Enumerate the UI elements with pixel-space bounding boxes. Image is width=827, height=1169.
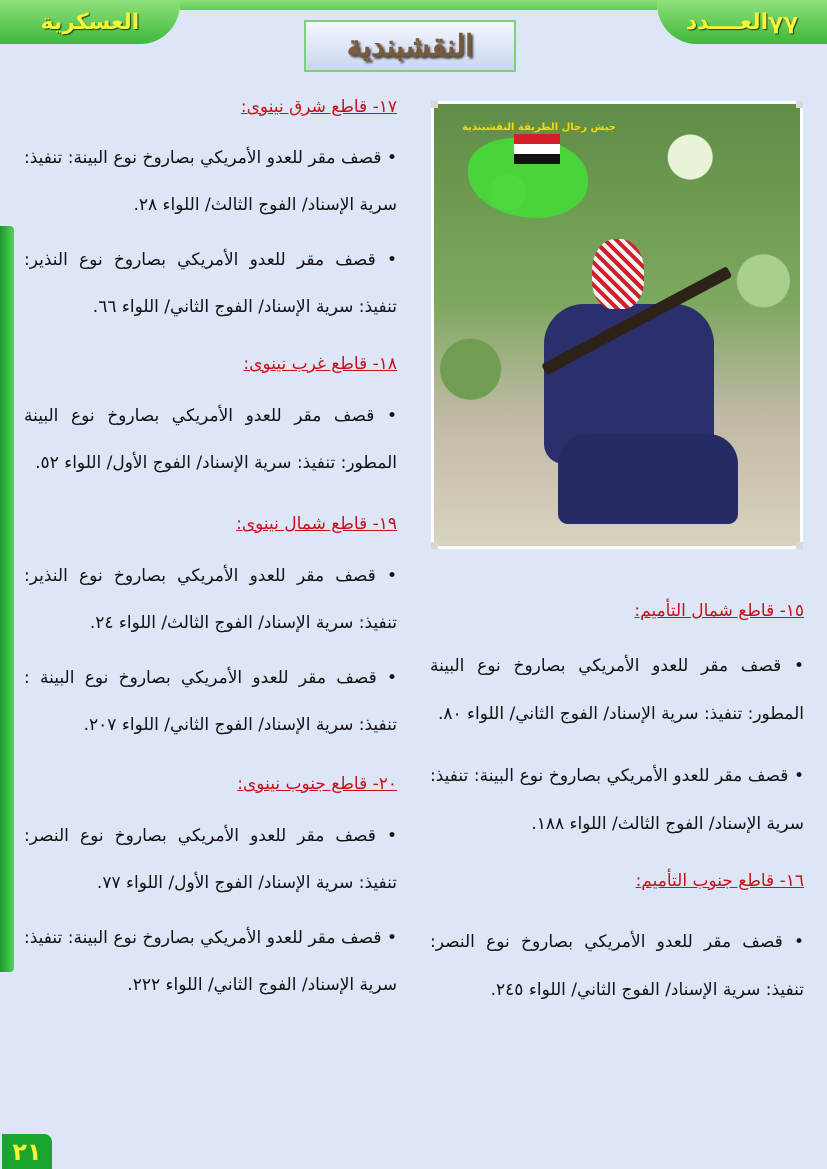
side-decoration-bar [0, 226, 14, 972]
report-item: • قصف مقر للعدو الأمريكي بصاروخ نوع النصر: تنفيذ: سرية الإسناد/ الفوج الأول/ اللواء ٧٧. [24, 826, 397, 893]
left-text-column [24, 92, 397, 1009]
report-item: • قصف مقر للعدو الأمريكي بصاروخ نوع البينة : تنفيذ: سرية الإسناد/ الفوج الثاني/ اللواء ٢٠٧. [24, 668, 397, 735]
report-item: • قصف مقر للعدو الأمريكي بصاروخ نوع النصر: تنفيذ: سرية الإسناد/ الفوج الثاني/ اللواء ٢٤٥. [430, 932, 804, 1000]
keffiyeh-head [592, 239, 644, 309]
section-heading: ٢٠- قاطع جنوب نينوى: [237, 774, 397, 794]
report-item: • قصف مقر للعدو الأمريكي بصاروخ نوع البينة المطور: تنفيذ: سرية الإسناد/ الفوج الثاني/ اللواء ٨٠. [430, 656, 804, 724]
header-bar [180, 0, 657, 10]
page-number: ٢١ [2, 1134, 52, 1169]
issue-number-label: العــــددγγ [657, 0, 827, 44]
fighter-photo [431, 101, 803, 549]
photo-corner [431, 542, 438, 549]
emblem-caption: جيش رجال الطريقة النقشبندية [462, 122, 616, 133]
photo-corner [431, 101, 438, 108]
section-heading: ١٥- قاطع شمال التأميم: [634, 601, 804, 621]
photo-corner [796, 101, 803, 108]
magazine-logo: النقشبندية [304, 20, 516, 72]
report-item: • قصف مقر للعدو الأمريكي بصاروخ نوع البينة: تنفيذ: سرية الإسناد/ الفوج الثالث/ اللواء ٢٨. [24, 148, 397, 215]
magazine-section-label: العسكرية [0, 0, 180, 44]
iraq-flag-icon [514, 134, 560, 164]
report-item: • قصف مقر للعدو الأمريكي بصاروخ نوع البينة: تنفيذ: سرية الإسناد/ الفوج الثاني/ اللواء ٢٢٢. [24, 928, 397, 995]
fighter-legs [558, 434, 738, 524]
report-item: • قصف مقر للعدو الأمريكي بصاروخ نوع النذير: تنفيذ: سرية الإسناد/ الفوج الثالث/ اللواء ٢٤. [24, 566, 397, 633]
section-heading: ١٦- قاطع جنوب التأميم: [635, 871, 804, 891]
section-heading: ١٩- قاطع شمال نينوى: [236, 514, 397, 534]
right-text-column [430, 596, 804, 1014]
photo-corner [796, 542, 803, 549]
report-item: • قصف مقر للعدو الأمريكي بصاروخ نوع البينة: تنفيذ: سرية الإسناد/ الفوج الثالث/ اللواء ١٨٨. [430, 766, 804, 834]
report-item: • قصف مقر للعدو الأمريكي بصاروخ نوع البينة المطور: تنفيذ: سرية الإسناد/ الفوج الأول/ اللواء ٥٢. [24, 406, 397, 473]
section-heading: ١٧- قاطع شرق نينوى: [240, 97, 397, 117]
section-heading: ١٨- قاطع غرب نينوى: [243, 354, 397, 374]
report-item: • قصف مقر للعدو الأمريكي بصاروخ نوع النذير: تنفيذ: سرية الإسناد/ الفوج الثاني/ اللواء ٦٦. [24, 250, 397, 317]
